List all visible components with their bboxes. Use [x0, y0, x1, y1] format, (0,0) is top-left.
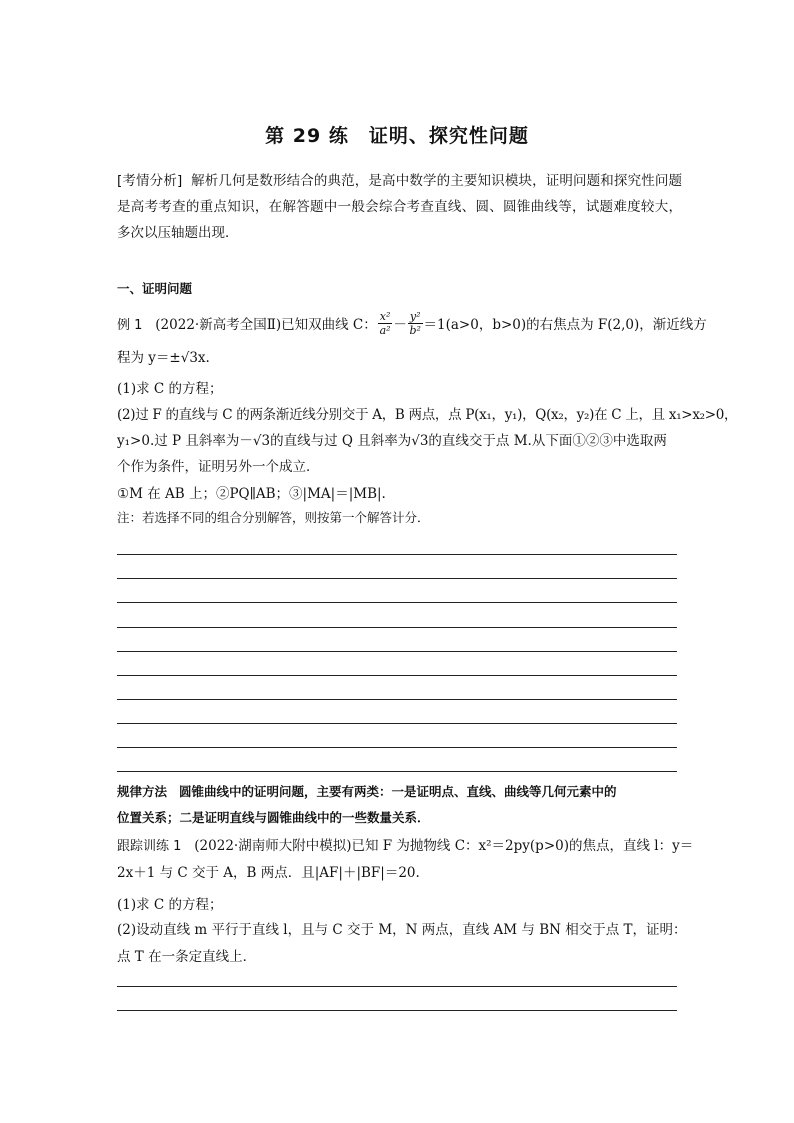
answer-line: [117, 699, 677, 700]
answer-line: [117, 747, 677, 748]
method-label: 规律方法: [117, 784, 168, 799]
training1-line1: [117, 834, 693, 854]
answer-line: [117, 578, 677, 579]
training1-question1: (1)求 C 的方程；: [117, 897, 223, 913]
method-line2: 位置关系；二是证明直线与圆锥曲线中的一些数量关系．: [117, 810, 430, 825]
answer-line: [117, 771, 677, 772]
minus-sign: －: [393, 317, 407, 333]
training1-question2-line2: 点 T 在一条定直线上．: [117, 949, 257, 965]
example1-text: 已知双曲线 C：: [281, 317, 377, 333]
example1-question1: (1)求 C 的方程；: [117, 381, 223, 397]
example1-note: 注：若选择不同的组合分别解答，则按第一个解答计分．: [117, 510, 430, 525]
answer-line: [117, 723, 677, 724]
example1-question2-line3: 个作为条件，证明另外一个成立．: [117, 459, 320, 475]
training1-question2-line1: (2)设动直线 m 平行于直线 l，且与 C 交于 M，N 两点，直线 AM 与 BN 相交于点 T，证明：: [117, 922, 687, 938]
example1-question2-line2: y₁>0.过 P 且斜率为－√3的直线与过 Q 且斜率为√3的直线交于点 M.从下面①②③中选取两: [117, 433, 667, 449]
training1-text: (2022·湖南师大附中模拟)已知 F 为抛物线 C：x²＝2py(p>0)的焦点，直线 l：y＝: [194, 838, 694, 854]
fraction-x2-a2: $\frac{\text{x²}}{\text{a²}}$: [379, 310, 391, 337]
answer-line: [117, 554, 677, 555]
example1-label: 例 1: [117, 318, 143, 333]
training1-line2: 2x＋1 与 C 交于 A，B 两点．且|AF|＋|BF|＝20.: [117, 865, 420, 881]
fraction-y2-b2: $\frac{\text{y²}}{\text{b²}}$: [409, 310, 421, 337]
answer-line: [117, 675, 677, 676]
method-line1: [117, 782, 616, 800]
example1-text-2: ＝1(a>0，b>0)的右焦点为 F(2,0)，渐近线方: [423, 317, 707, 333]
answer-line: [117, 627, 677, 628]
answer-line: [117, 651, 677, 652]
answer-line: [117, 602, 677, 603]
method-text-1: 圆锥曲线中的证明问题，主要有两类：一是证明点、直线、曲线等几何元素中的: [178, 784, 617, 799]
exam-analysis: [117, 168, 682, 246]
example1-question2-line1: (2)过 F 的直线与 C 的两条渐近线分别交于 A，B 两点，点 P(x₁，y₁)，Q(x₂，y₂)在 C 上，且 x₁>x₂>0，: [117, 407, 738, 423]
example1-line2: 程为 y＝±√3x.: [117, 350, 210, 366]
analysis-text: 解析几何是数形结合的典范，是高中数学的主要知识模块，证明问题和探究性问题是高考考查的重点知识，在解答题中一般会综合考查直线、圆、圆锥曲线等，试题难度较大，多次以压轴题出现．: [117, 173, 682, 241]
analysis-tag: [考情分析]: [117, 173, 183, 189]
page-title: 第 29 练 证明、探究性问题: [265, 125, 529, 147]
example1-conditions: ①M 在 AB 上；②PQ∥AB；③|MA|＝|MB|.: [117, 486, 386, 502]
answer-line: [117, 1010, 677, 1011]
training1-label: 跟踪训练 1: [117, 839, 182, 854]
example1-source: (2022·新高考全国Ⅱ): [155, 317, 282, 333]
section-heading: 一、证明问题: [117, 281, 193, 296]
example1-line1: [117, 312, 707, 339]
answer-line: [117, 986, 677, 987]
